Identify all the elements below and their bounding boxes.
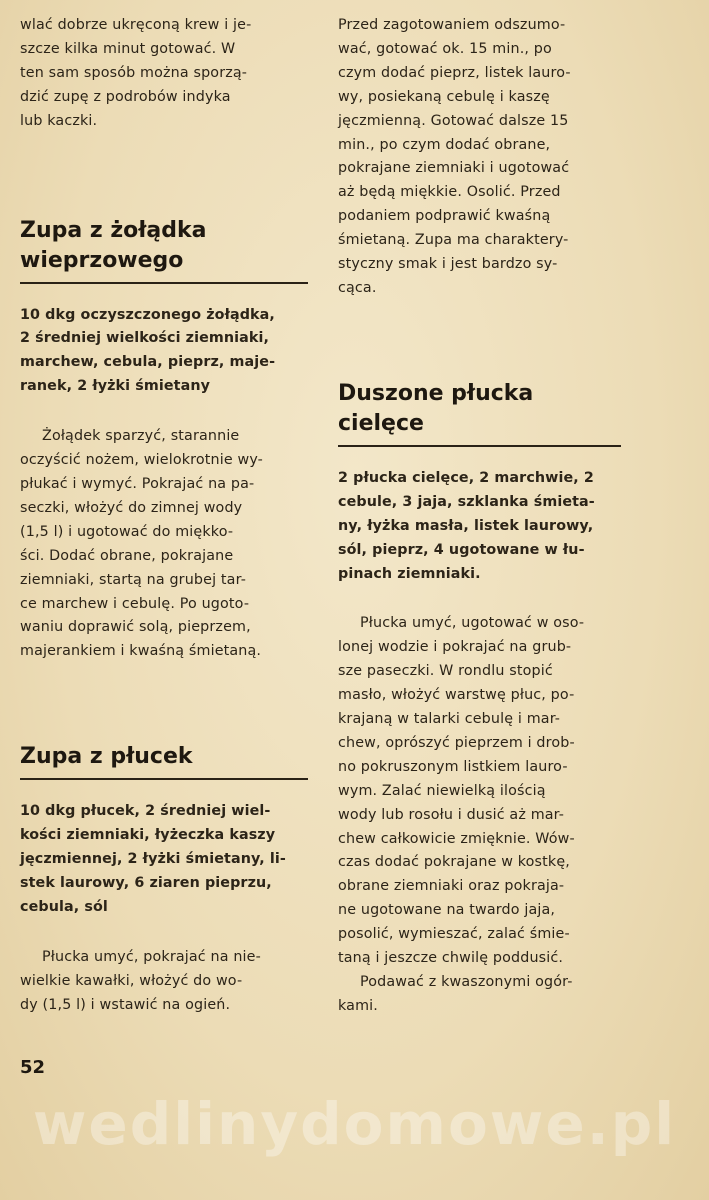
title-line: wieprzowego xyxy=(20,247,184,273)
text-line: pinach ziemniaki. xyxy=(338,565,481,582)
recipe-zupa-z-plucek xyxy=(20,742,308,1017)
title-divider xyxy=(338,445,621,447)
text-line: 10 dkg płucek, 2 średniej wiel- xyxy=(20,803,271,820)
recipe-zupa-z-zoladka xyxy=(20,216,308,665)
continuation-paragraph xyxy=(338,14,621,301)
right-column xyxy=(338,14,621,1019)
recipe-title: Zupa z płucek xyxy=(20,744,193,770)
text-line: min., po czym dodać obrane, xyxy=(338,136,551,153)
left-column xyxy=(20,14,308,1017)
title-line: cielęce xyxy=(338,410,424,436)
text-line: cebule, 3 jaja, szklanka śmieta- xyxy=(338,493,595,510)
text-line: chew, oprószyć pieprzem i drob- xyxy=(338,734,575,751)
ingredients xyxy=(338,467,621,587)
text-line: wielkie kawałki, włożyć do wo- xyxy=(20,972,243,989)
text-line: aż będą miękkie. Osolić. Przed xyxy=(338,184,561,201)
text-line: Żołądek sparzyć, starannie xyxy=(42,428,240,445)
text-line: styczny smak i jest bardzo sy- xyxy=(338,256,558,273)
text-line: jęczmienną. Gotować dalsze 15 xyxy=(338,112,569,129)
text-line: ne ugotowane na twardo jaja, xyxy=(338,902,556,919)
text-line: wy, posiekaną cebulę i kaszę xyxy=(338,88,550,105)
method xyxy=(20,425,308,664)
text-line: wym. Zalać niewielką ilością xyxy=(338,782,546,799)
text-line: sze paseczki. W rondlu stopić xyxy=(338,663,553,680)
watermark: wedlinydomowe.pl xyxy=(32,1090,677,1158)
text-line: krajaną w talarki cebulę i mar- xyxy=(338,711,561,728)
ingredients xyxy=(20,800,308,920)
text-line: cebula, sól xyxy=(20,898,108,915)
text-line: Podawać z kwaszonymi ogór- xyxy=(360,974,573,990)
ingredients xyxy=(20,304,308,400)
text-line: majerankiem i kwaśną śmietaną. xyxy=(20,643,262,660)
text-line: lonej wodzie i pokrajać na grub- xyxy=(338,639,572,656)
text-line: waniu doprawić solą, pieprzem, xyxy=(20,619,251,636)
title-divider xyxy=(20,282,308,284)
text-line: posolić, wymieszać, zalać śmie- xyxy=(338,926,570,943)
text-line: (1,5 l) i ugotować do miękko- xyxy=(20,523,234,540)
text-line: kami. xyxy=(338,997,378,1014)
text-line: podaniem podprawić kwaśną xyxy=(338,208,551,225)
text-line: Płucka umyć, ugotować w oso- xyxy=(360,615,585,632)
text-line: dzić zupę z podrobów indyka xyxy=(20,88,231,105)
text-line: ce marchew i cebulę. Po ugoto- xyxy=(20,595,250,612)
recipe-duszone-plucka-cielece xyxy=(338,379,621,1019)
text-line: no pokruszonym listkiem lauro- xyxy=(338,758,568,775)
text-line: 10 dkg oczyszczonego żołądka, xyxy=(20,306,275,323)
text-line: sól, pieprz, 4 ugotowane w łu- xyxy=(338,541,585,558)
recipe-title xyxy=(338,379,621,439)
text-line: cąca. xyxy=(338,279,377,296)
title-divider xyxy=(20,778,308,780)
text-line: czas dodać pokrajane w kostkę, xyxy=(338,854,570,871)
text-line: wlać dobrze ukręconą krew i je- xyxy=(20,17,252,33)
text-line: ny, łyżka masła, listek laurowy, xyxy=(338,517,594,534)
text-line: taną i jeszcze chwilę poddusić. xyxy=(338,950,564,967)
text-line: wać, gotować ok. 15 min., po xyxy=(338,40,552,57)
method xyxy=(20,946,308,1018)
method xyxy=(338,612,621,1018)
text-line: chew całkowicie zmięknie. Wów- xyxy=(338,830,575,847)
text-line: masło, włożyć warstwę płuc, po- xyxy=(338,687,575,704)
text-line: 2 płucka cielęce, 2 marchwie, 2 xyxy=(338,469,594,486)
text-line: seczki, włożyć do zimnej wody xyxy=(20,499,243,516)
text-line: czym dodać pieprz, listek lauro- xyxy=(338,64,571,81)
recipe-title xyxy=(20,216,308,276)
text-line: wody lub rosołu i dusić aż mar- xyxy=(338,806,565,823)
text-line: ten sam sposób można sporzą- xyxy=(20,64,248,81)
text-line: śmietaną. Zupa ma charaktery- xyxy=(338,232,569,249)
text-line: stek laurowy, 6 ziaren pieprzu, xyxy=(20,874,272,891)
text-line: oczyścić nożem, wielokrotnie wy- xyxy=(20,452,263,469)
text-line: ziemniaki, startą na grubej tar- xyxy=(20,571,246,588)
intro-paragraph xyxy=(20,14,308,134)
text-line: marchew, cebula, pieprz, maje- xyxy=(20,354,276,371)
text-line: ści. Dodać obrane, pokrajane xyxy=(20,547,234,564)
text-line: szcze kilka minut gotować. W xyxy=(20,40,236,57)
text-line: 2 średniej wielkości ziemniaki, xyxy=(20,330,270,347)
text-line: jęczmiennej, 2 łyżki śmietany, li- xyxy=(20,851,286,868)
text-line: pokrajane ziemniaki i ugotować xyxy=(338,160,570,177)
page-number: 52 xyxy=(20,1057,46,1078)
title-line: Zupa z żołądka xyxy=(20,217,207,243)
text-line: ranek, 2 łyżki śmietany xyxy=(20,378,211,395)
title-line: Duszone płucka xyxy=(338,380,534,406)
text-line: płukać i wymyć. Pokrajać na pa- xyxy=(20,475,255,492)
text-line: Przed zagotowaniem odszumo- xyxy=(338,17,566,33)
text-line: Płucka umyć, pokrajać na nie- xyxy=(42,948,261,965)
text-line: obrane ziemniaki oraz pokraja- xyxy=(338,878,565,895)
text-line: dy (1,5 l) i wstawić na ogień. xyxy=(20,996,231,1013)
text-line: kości ziemniaki, łyżeczka kaszy xyxy=(20,827,276,844)
text-line: lub kaczki. xyxy=(20,112,98,129)
